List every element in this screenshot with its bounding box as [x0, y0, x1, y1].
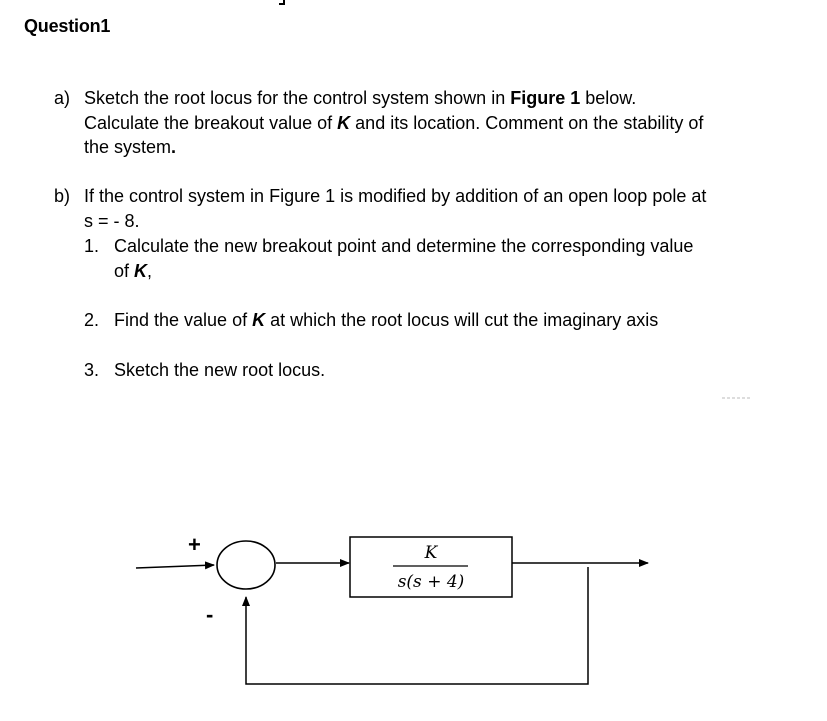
plus-sign: + — [188, 532, 201, 557]
minus-sign: - — [206, 602, 214, 627]
tf-numerator: K — [424, 543, 438, 563]
gain-k: K — [337, 112, 351, 133]
input-signal-arrow — [136, 565, 214, 568]
part-a-line-1: Sketch the root locus for the control system shown in Figure 1 below. — [84, 88, 637, 108]
figure-reference: Figure 1 — [510, 88, 581, 108]
tf-denominator: s(s + 4) — [397, 572, 465, 592]
summing-junction — [217, 541, 275, 589]
part-a-marker: a) — [54, 88, 71, 108]
list-number: 2. — [84, 310, 100, 330]
gain-k: K — [252, 310, 266, 330]
list-item-1-text: Calculate the new breakout point and determine the corresponding value of K, — [114, 236, 694, 281]
list-number: 3. — [84, 360, 100, 380]
part-b-marker: b) — [54, 186, 71, 206]
list-item-2-text: Find the value of K at which the root locus will cut the imaginary axis — [114, 310, 659, 330]
part-a-line-3: the system. — [84, 137, 177, 157]
question-heading: Question1 — [24, 16, 111, 36]
part-b-line-1: If the control system in Figure 1 is modified by addition of an open loop pole at — [84, 186, 707, 206]
part-b-line-2: s = - 8. — [84, 210, 140, 231]
gain-k: K — [134, 260, 148, 281]
list-number: 1. — [84, 236, 100, 256]
list-item-3-text: Sketch the new root locus. — [114, 360, 326, 380]
part-a-line-2: Calculate the breakout value of K and its location. Comment on the stability of — [84, 112, 704, 133]
